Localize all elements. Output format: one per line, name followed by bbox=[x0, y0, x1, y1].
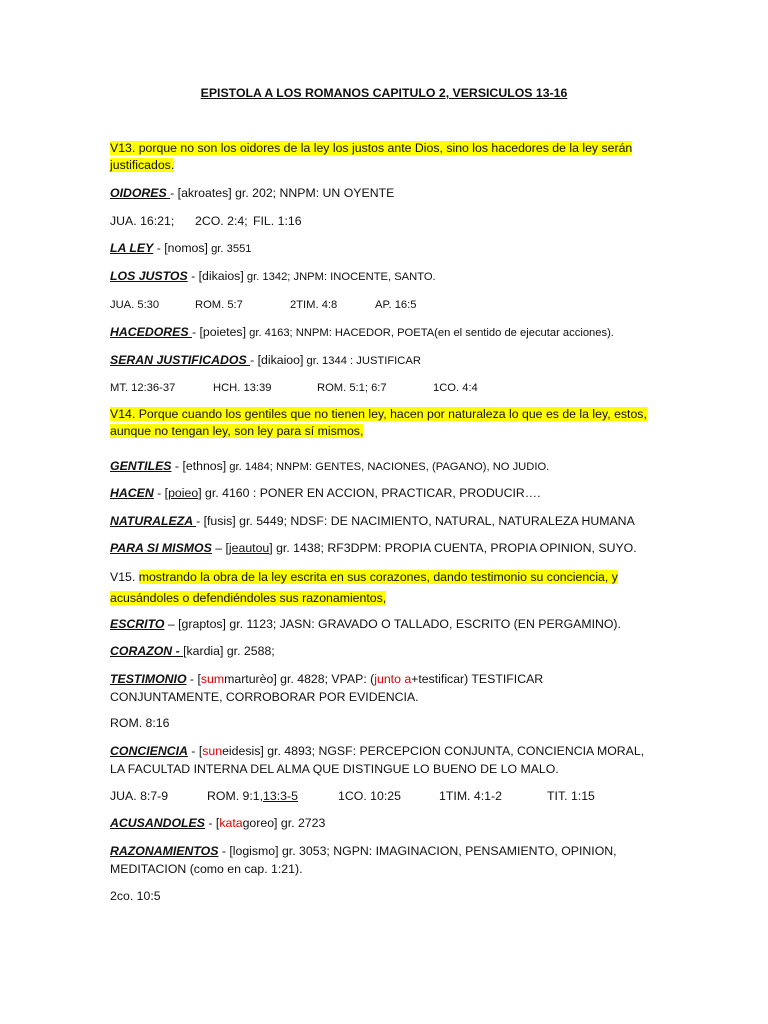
reference-2co-10-5: 2co. 10:5 bbox=[110, 889, 161, 903]
term: LOS JUSTOS bbox=[110, 269, 188, 283]
entry-hacen bbox=[110, 485, 658, 502]
separator: - bbox=[218, 844, 230, 858]
term: TESTIMONIO bbox=[110, 672, 187, 686]
reference: ROM. 9:1, bbox=[207, 789, 264, 803]
definition: goreo] gr. 2723 bbox=[242, 816, 326, 830]
term: RAZONAMIENTOS bbox=[110, 844, 219, 858]
definition: ] gr. 1438; RF3DPM: PROPIA CUENTA, PROPIA OPINION, SUYO. bbox=[269, 541, 637, 555]
greek-word: poieo bbox=[168, 486, 199, 500]
entry-acusandoles bbox=[110, 815, 658, 832]
greek-word: [graptos] bbox=[178, 617, 226, 631]
reference: HCH. 13:39 bbox=[213, 382, 272, 394]
separator: - [ bbox=[204, 816, 220, 830]
definition: gr. 3551 bbox=[207, 243, 252, 255]
reference: 2TIM. 4:8 bbox=[290, 299, 338, 311]
verse-13 bbox=[110, 140, 658, 174]
verse-13-text: V13. porque no son los oidores de la ley los justos ante Dios, sino los hacedores de la ley serán justificados. bbox=[110, 141, 633, 172]
term: LA LEY bbox=[110, 241, 154, 255]
greek-word: [kardia] bbox=[183, 644, 224, 658]
definition: +testificar) TESTIFICAR CONJUNTAMENTE, CORROBORAR POR EVIDENCIA. bbox=[110, 672, 544, 704]
entry-seran-justificados bbox=[110, 352, 658, 370]
reference-rom-8-16: ROM. 8:16 bbox=[110, 716, 170, 730]
references-4 bbox=[110, 788, 658, 805]
separator: - bbox=[170, 186, 178, 200]
reference: 2CO. 2:4; bbox=[195, 214, 248, 228]
definition-part: marturèo] gr. 4828; VPAP: ( bbox=[224, 672, 375, 686]
term: GENTILES bbox=[110, 459, 172, 473]
term: CORAZON - bbox=[110, 644, 184, 658]
reference: ROM. 5:7 bbox=[195, 299, 243, 311]
term: HACEDORES bbox=[110, 325, 192, 339]
separator: – bbox=[164, 617, 179, 631]
reference: AP. 16:5 bbox=[375, 299, 417, 311]
entry-conciencia bbox=[110, 742, 658, 778]
reference: ROM. 5:1; 6:7 bbox=[317, 382, 387, 394]
separator: – [ bbox=[211, 541, 229, 555]
reference: MT. 12:36-37 bbox=[110, 382, 176, 394]
greek-word: [ethnos] bbox=[182, 459, 227, 473]
prefix-highlight: sum bbox=[200, 672, 225, 686]
greek-word: [fusis] bbox=[203, 514, 236, 528]
separator: - bbox=[192, 325, 200, 339]
references-3 bbox=[110, 380, 658, 397]
definition: gr. 1484; NNPM: GENTES, NACIONES, (PAGANO), NO JUDIO. bbox=[226, 461, 550, 473]
separator: - [ bbox=[186, 672, 201, 686]
definition: gr. 1123; JASN: GRAVADO O TALLADO, ESCRITO (EN PERGAMINO). bbox=[225, 617, 621, 631]
separator: - [ bbox=[187, 744, 203, 758]
reference: 13:3-5 bbox=[263, 789, 298, 803]
definition: gr. 5449; NDSF: DE NACIMIENTO, NATURAL, NATURALEZA HUMANA bbox=[235, 514, 635, 528]
separator: - bbox=[171, 459, 183, 473]
verse-15-text: mostrando la obra de la ley escrita en sus corazones, dando testimonio su conciencia, y acusándoles o defendiéndoles sus razonamientos, bbox=[110, 570, 618, 605]
term: ACUSANDOLES bbox=[110, 816, 205, 830]
reference: 1CO. 4:4 bbox=[433, 382, 478, 394]
references-2 bbox=[110, 297, 658, 314]
page-title: EPISTOLA A LOS ROMANOS CAPITULO 2, VERSICULOS 13-16 bbox=[200, 86, 568, 100]
term: ESCRITO bbox=[110, 617, 165, 631]
greek-word: [dikaioo] bbox=[257, 353, 304, 367]
references-1 bbox=[110, 213, 658, 230]
term: CONCIENCIA bbox=[110, 744, 188, 758]
term: NATURALEZA bbox=[110, 514, 197, 528]
greek-word: [nomos] bbox=[164, 241, 208, 255]
prefix-meaning: junto a bbox=[374, 672, 412, 686]
separator: - bbox=[187, 269, 199, 283]
greek-word: [poietes] bbox=[199, 325, 247, 339]
definition: gr. 1344 : JUSTIFICAR bbox=[303, 355, 421, 367]
definition: gr. 1342; JNPM: INOCENTE, SANTO. bbox=[243, 271, 436, 283]
entry-testimonio bbox=[110, 670, 658, 706]
separator: - bbox=[250, 353, 258, 367]
separator: - bbox=[153, 241, 165, 255]
entry-gentiles bbox=[110, 458, 658, 476]
entry-los-justos bbox=[110, 268, 658, 286]
entry-corazon bbox=[110, 643, 658, 660]
prefix-highlight: sun bbox=[202, 744, 223, 758]
verse-14-text: V14. Porque cuando los gentiles que no tienen ley, hacen por naturaleza lo que es de la ley, estos, aunque no tengan ley, son ley para sí mismos, bbox=[110, 407, 647, 438]
entry-la-ley bbox=[110, 240, 658, 258]
entry-naturaleza bbox=[110, 513, 658, 530]
entry-oidores bbox=[110, 185, 658, 202]
term: SERAN JUSTIFICADOS bbox=[110, 353, 251, 367]
entry-escrito bbox=[110, 616, 658, 633]
reference: 1TIM. 4:1-2 bbox=[439, 789, 502, 803]
term: HACEN bbox=[110, 486, 154, 500]
greek-word: [dikaios] bbox=[198, 269, 244, 283]
reference: JUA. 16:21; bbox=[110, 214, 175, 228]
separator: - bbox=[196, 514, 204, 528]
reference: JUA. 5:30 bbox=[110, 299, 160, 311]
reference: 1CO. 10:25 bbox=[338, 789, 401, 803]
reference: JUA. 8:7-9 bbox=[110, 789, 169, 803]
definition: gr. 202; NNPM: UN OYENTE bbox=[231, 186, 395, 200]
reference: TIT. 1:15 bbox=[547, 789, 595, 803]
definition: eidesis] gr. 4893; NGSF: PERCEPCION CONJUNTA, CONCIENCIA MORAL, LA FACULTAD INTERNA DEL ALMA QUE DISTINGUE LO BUENO DE LO MALO. bbox=[110, 744, 645, 776]
entry-razonamientos bbox=[110, 842, 658, 878]
term: PARA SI MISMOS bbox=[110, 541, 212, 555]
definition: [logismo] gr. 3053; NGPN: IMAGINACION, PENSAMIENTO, OPINION, MEDITACION (como en cap. 1:21). bbox=[110, 844, 617, 876]
definition: ] gr. 4160 : PONER EN ACCION, PRACTICAR, PRODUCIR…. bbox=[198, 486, 541, 500]
greek-word: [akroates] bbox=[177, 186, 232, 200]
separator: - [ bbox=[153, 486, 169, 500]
term: OIDORES bbox=[110, 186, 171, 200]
verse-15-label: V15. bbox=[110, 570, 139, 584]
entry-para-si-mismos bbox=[110, 540, 658, 557]
definition: gr. 2588; bbox=[223, 644, 275, 658]
verse-15 bbox=[110, 567, 658, 609]
prefix-highlight: kata bbox=[219, 816, 243, 830]
reference: FIL. 1:16 bbox=[253, 214, 302, 228]
verse-14 bbox=[110, 406, 658, 440]
greek-word: jeautou bbox=[228, 541, 270, 555]
definition: gr. 4163; NNPM: HACEDOR, POETA(en el sentido de ejecutar acciones). bbox=[246, 327, 614, 339]
entry-hacedores bbox=[110, 324, 658, 342]
